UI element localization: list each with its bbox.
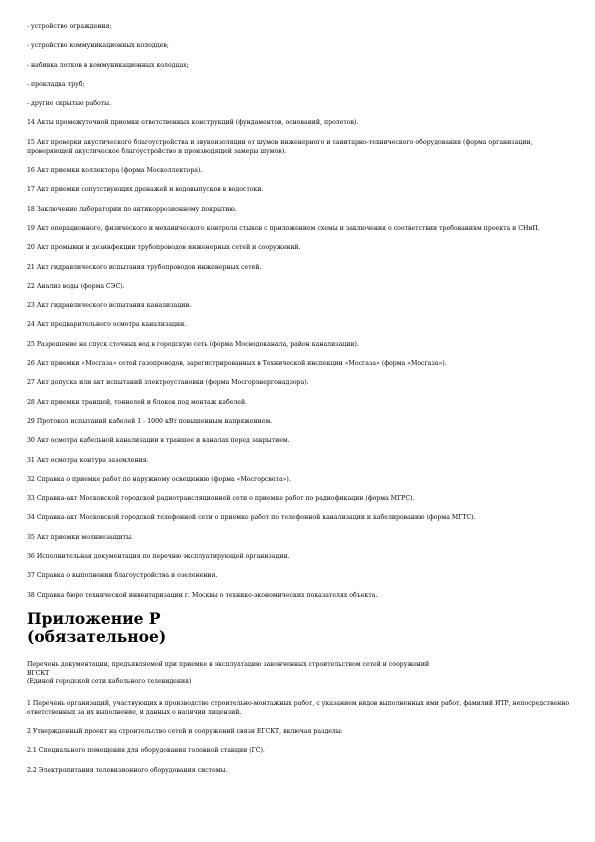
list-item: 26 Акт приемки «Мосгаза» сетей газопроводов, зарегистрированных в Технической инспекции «Мосгаза» (форма «Мосгаза»). xyxy=(27,360,447,368)
list-item: 32 Справка о приемке работ по наружному освещению (форма «Мосгорсвета»). xyxy=(27,475,291,483)
list-item: - прокладка труб; xyxy=(27,80,85,88)
list-item: 37 Справка о выполнении благоустройства и озеленения. xyxy=(27,572,218,580)
document-page xyxy=(27,22,572,785)
list-item: 14 Акты промежуточной приемки ответственных конструкций (фундаментов, оснований, пролетов). xyxy=(27,119,359,127)
list-item: 22 Анализ воды (форма СЭС). xyxy=(27,282,125,290)
list-item: 21 Акт гидравлического испытания трубопроводов инженерных сетей. xyxy=(27,263,262,271)
appendix-title: Приложение Р xyxy=(27,608,161,628)
list-item: - набивка лотков в коммуникационных колодцах; xyxy=(27,61,189,69)
list-item: 31 Акт осмотра контура заземления. xyxy=(27,456,149,464)
list-item: 38 Справка бюро технической инвентаризации г. Москвы о технико-экономических показателях объекта. xyxy=(27,591,378,599)
appendix-intro xyxy=(27,661,572,687)
list-item: 23 Акт гидравлического испытания канализации. xyxy=(27,302,192,310)
list-item: 20 Акт промывки и дезинфекции трубопроводов инженерных сетей и сооружений. xyxy=(27,244,301,252)
list-item: 18 Заключение лаборатории по антикоррозионному покрытию. xyxy=(27,205,237,213)
list-item: 2 Утвержденный проект на строительство сетей и сооружений связи ЕГСКТ, включая разделы: xyxy=(27,727,343,735)
appendix-subtitle: (обязательное) xyxy=(27,627,167,647)
list-item: 36 Исполнительная документация по перечню эксплуатирующей организации. xyxy=(27,553,290,561)
list-item: 19 Акт операционного, физического и механического контроля стыков с приложением схемы и заключения о соответствии требованиям проекта и СНиП. xyxy=(27,224,540,232)
list-item: 2.1 Специального помещения для оборудования головной станции (ГС). xyxy=(27,747,265,755)
list-item: 35 Акт приемки молниезащиты. xyxy=(27,533,134,541)
intro-line: (Единой городской сети кабельного телевидения) xyxy=(27,678,192,686)
list-item: 1 Перечень организаций, участвующих в производстве строительно-монтажных работ, с указанием видов выполненных ими работ, фамилий ИТР, непосредственно ответственных за их выполнение, и данных о наличии лицензий. xyxy=(27,699,570,716)
intro-line: Перечень документации, предъявляемой при приемке в эксплуатацию законченных строительством сетей и сооружений xyxy=(27,660,430,668)
list-item: 25 Разрешение на спуск сточных вод в городскую сеть (форма Мосводоканала, район канализации). xyxy=(27,340,359,348)
intro-line: ВГСКТ xyxy=(27,669,50,677)
list-item: 28 Акт приемки траншей, тоннелей и блоков под монтаж кабелей. xyxy=(27,398,248,406)
list-item: 15 Акт проверки акустического благоустройства и звукоизоляции от шумов инженерного и санитарно-технического оборудования (форма организации, проверяющей акустическое благоустройство и производящей замеры шумов). xyxy=(27,138,533,155)
list-item: 34 Справка-акт Московской городской телефонной сети о приемке работ по телефонной канализации и кабелированию (форма МГТС). xyxy=(27,514,476,522)
list-item: 29 Протокол испытаний кабелей 1 - 1000 кВт повышенным напряжением. xyxy=(27,417,273,425)
list-item: 16 Акт приемки коллектора (форма Москоллектора). xyxy=(27,167,203,175)
list-item: 2.2 Электропитания телевизионного оборудования системы. xyxy=(27,766,228,774)
list-item: 24 Акт предварительного осмотра канализации. xyxy=(27,321,187,329)
list-item: 17 Акт приемки сопутствующих дренажей и водовыпусков в водостоки. xyxy=(27,186,264,194)
list-item: 27 Акт допуска или акт испытаний электроустановки (форма Мосгорэнергонадзора). xyxy=(27,379,309,387)
list-item: 33 Справка-акт Московской городской радиотрансляционной сети о приемке работ по радиофикации (форма МГРС). xyxy=(27,495,415,503)
list-item: - устройство ограждения; xyxy=(27,23,112,30)
list-item: - другие скрытые работы. xyxy=(27,100,112,108)
list-item: 30 Акт осмотра кабельной канализации в траншее и каналах перед закрытием. xyxy=(27,437,290,445)
list-item: - устройство коммуникационных колодцев; xyxy=(27,42,169,50)
appendix-heading xyxy=(27,610,572,647)
